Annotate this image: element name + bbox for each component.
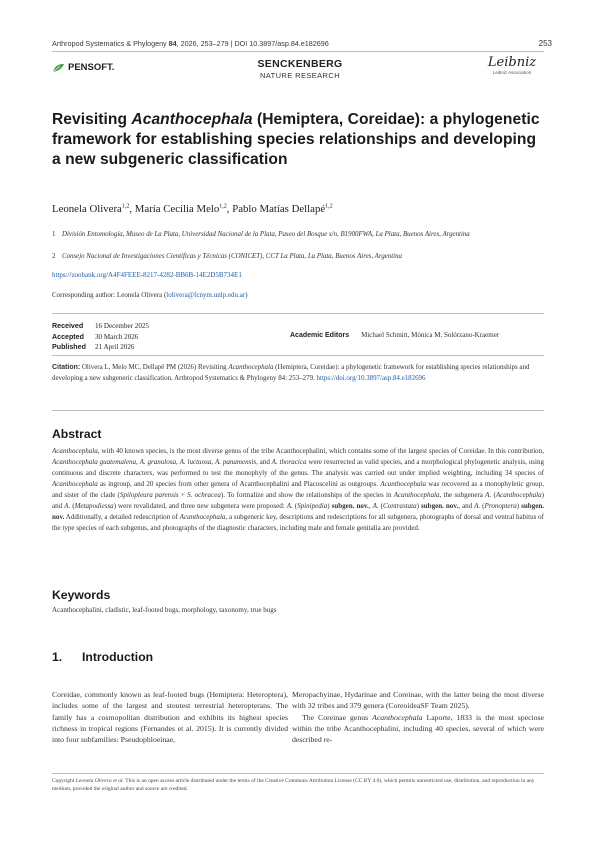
intro-right-column: Meropachyinae, Hydarinae and Coreinae, with the latter being the most diverse with 32 tribes and 379 genera (CoreoideaSF Team 2025). The Coreinae genus Acanthocephala Laporte, 1833 is the most speciose within the tribe Acanthocephalini, including 40 species, several of which were described re- — [292, 690, 544, 745]
article-title: Revisiting Acanthocephala (Hemiptera, Coreidae): a phylogenetic framework for establishing species relationships and developing a new subgeneric classification — [52, 111, 540, 169]
published-date: 21 April 2026 — [95, 343, 135, 351]
introduction-heading: 1. Introduction — [52, 650, 154, 664]
issue-details: , 2026, 253–279 | DOI 10.3897/asp.84.e182696 — [176, 39, 329, 48]
divider — [52, 313, 544, 314]
doi-link[interactable]: https://doi.org/10.3897/asp.84.e182696 — [316, 374, 426, 382]
abstract-body: Acanthocephala, with 40 known species, is the most diverse genus of the tribe Acanthocephalini, which contains some of the largest species of Coreidae. In this contribution, Acanthocephala guatemalena, A. granulosa, A. luctuosa, A. panamensis, and A. thoracica were resurrected as valid species, and a morphological phylogenetic analysis, using continuous and discrete characters, was performed to test the monophyly of the genus. The analysis was carried out under implied weighting, including 34 species of Acanthocephala as ingroup, and 20 species from other genera of Acanthocephalini and Placoscelini as outgroups. Acanthocephala was recovered as a monophyletic group, and sister of the clade (Spilopleura parensis + S. ochracea). To formalize and show the relationships of the species in Acanthocephala, the subgenera A. (Acanthocephala) and A. (Metapodiessa) were revalidated, and three new subgenera were proposed: A. (Spinipedia) subgen. nov., A. (Contrastata) subgen. nov., and A. (Pronoptera) subgen. nov. Additionally, a detailed redescription of Acanthocephala, a subgeneric key, descriptions and redescriptions for all subgenera, photographs of dorsal and ventral habitus of the type species of each subgenus, and photographs of the diagnostic characters, including male and female genitalia are provided. — [52, 447, 545, 532]
accepted-date: 30 March 2026 — [95, 332, 139, 341]
zoobank-link[interactable]: https://zoobank.org/A4F4FEEE-8217-4282-BB6B-14E2D5B734E1 — [52, 271, 242, 279]
keywords-list: Acanthocephalini, cladistic, leaf-footed bugs, morphology, taxonomy, true bugs — [52, 606, 277, 614]
copyright-notice: Copyright Leonela Olivera et al. This is an open access article distributed under the terms of the Creative Commons Attribution License (CC BY 4.0), which permits unrestricted use, distribution, and reproduction in any medium, provided the original author and source are credited. — [52, 778, 535, 793]
leibniz-logo — [480, 56, 544, 86]
divider — [52, 355, 544, 356]
abstract-heading: Abstract — [52, 427, 102, 441]
page-number: 253 — [538, 39, 552, 48]
footer-divider — [52, 773, 544, 774]
affiliation: 1 División Entomología, Museo de La Plata, Universidad Nacional de la Plata, Paseo del Bosque s/n, B1900FWA, La Plata, Buenos Aires, Argentina — [52, 231, 470, 238]
senckenberg-subtitle: NATURE RESEARCH — [259, 71, 341, 80]
citation: Citation: Olivera L, Melo MC, Dellapé PM (2026) Revisiting Acanthocephala (Hemiptera, Coreidae): a phylogenetic framework for establishing species relationships and developing a new subgeneric classification. Arthropod Systematics & Phylogeny 84: 253–279. https://doi.org/10.3897/asp.84.e182696 — [52, 363, 530, 382]
pensoft-leaf-icon — [52, 63, 65, 73]
running-head — [52, 39, 552, 48]
corresponding-author: Corresponding author: Leonela Olivera (lolivera@fcnym.unlp.edu.ar) — [52, 291, 248, 299]
intro-left-column: Coreidae, commonly known as leaf-footed bugs (Hemiptera: Heteroptera), includes some of the largest and stoutest terrestrial heteropterans. The family has a cosmopolitan distribution and exhibits its highest species richness in tropical regions (Fernandes et al. 2015). It is currently divided into four subfamilies: Pseudophloeinae, — [52, 690, 288, 745]
journal-name: Arthropod Systematics & Phylogeny — [52, 39, 167, 48]
author-name: Leonela Olivera — [52, 203, 122, 215]
author-name: María Cecilia Melo — [134, 203, 220, 215]
volume: 84 — [168, 39, 177, 48]
received-date: 16 December 2025 — [95, 322, 149, 330]
pensoft-logo — [52, 62, 114, 73]
senckenberg-logo — [240, 58, 360, 80]
leibniz-subtitle: Leibniz Association — [492, 70, 532, 75]
corresponding-email-link[interactable]: lolivera@fcnym.unlp.edu.ar — [166, 291, 246, 299]
article-dates: Received 16 December 2025 Accepted 30 March 2026 Published 21 April 2026 — [52, 322, 149, 351]
author-name: Pablo Matías Dellapé — [232, 203, 326, 215]
leibniz-wordmark: Leibniz — [487, 55, 537, 70]
author-list: Leonela Olivera$^{1,2}$, María Cecilia Melo$^{1,2}$, Pablo Matías Dellapé$^{1,2}$ — [52, 203, 333, 215]
pensoft-wordmark: PENSOFT. — [68, 62, 115, 73]
senckenberg-title: SENCKENBERG — [257, 58, 343, 70]
keywords-heading: Keywords — [52, 588, 111, 602]
affiliation: 2 Consejo Nacional de Investigaciones Científicas y Técnicas (CONICET), CCT La Plata, La Plata, Buenos Aires, Argentina — [52, 253, 402, 260]
divider — [52, 410, 544, 411]
header-divider — [52, 51, 544, 52]
academic-editors: Academic Editors Michael Schmitt, Mónica M. Solórzano-Kraemer — [290, 331, 500, 339]
